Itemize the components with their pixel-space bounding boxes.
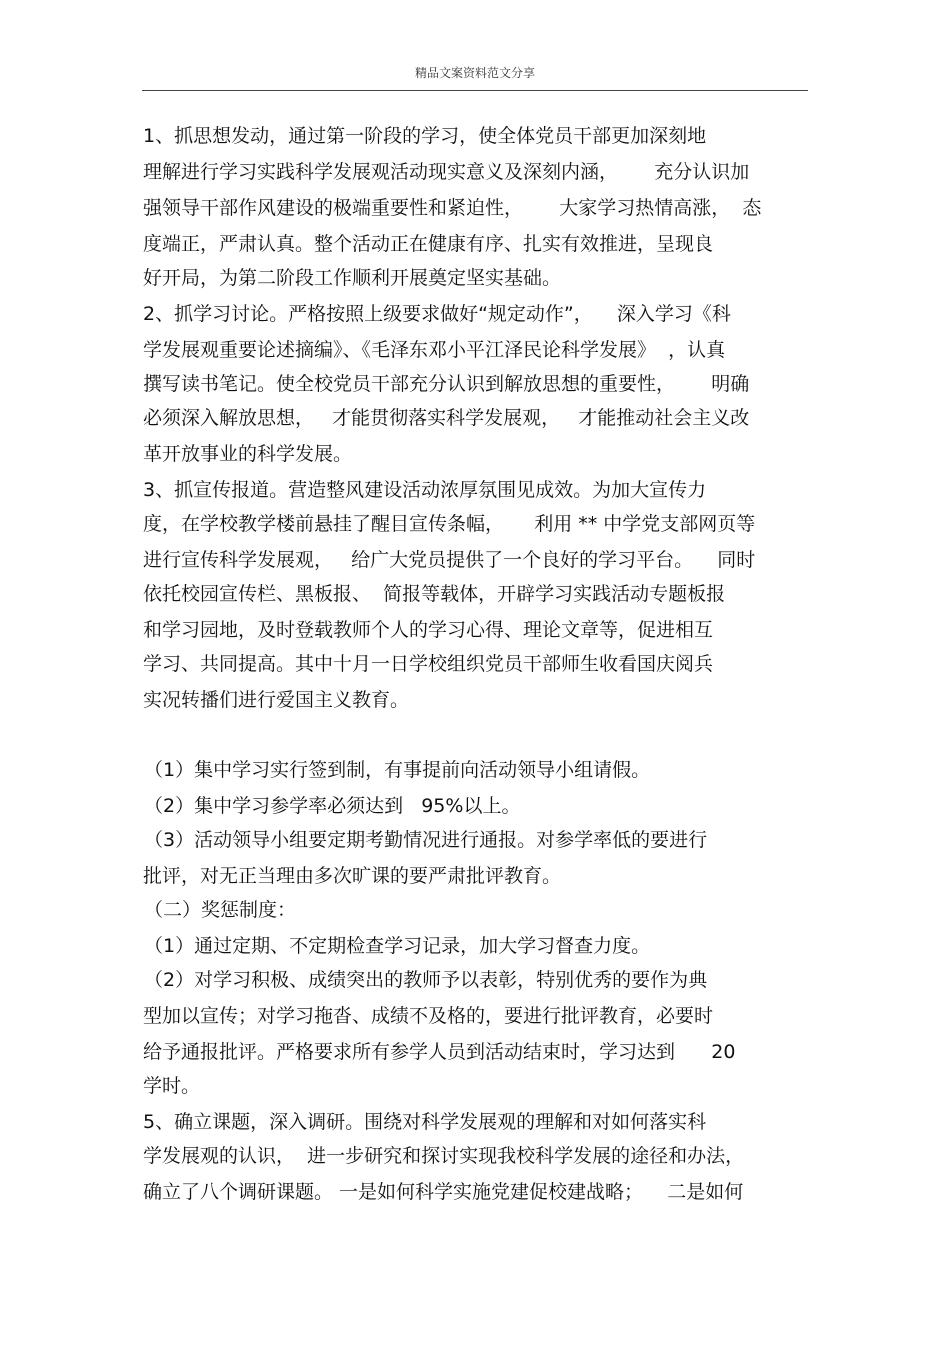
body-line: 依托校园宣传栏、黑板报、 简报等载体，开辟学习实践活动专题板报: [143, 583, 726, 605]
page-header: 精品文案资料范文分享: [414, 66, 535, 80]
body-line: 1、抓思想发动，通过第一阶段的学习，使全体党员干部更加深刻地: [143, 125, 707, 147]
body-line: （1）集中学习实行签到制，有事提前向活动领导小组请假。: [144, 759, 651, 781]
body-line: 学时。: [143, 1075, 201, 1097]
body-line: 实况转播们进行爱国主义教育。: [143, 689, 410, 711]
body-line: 撰写读书笔记。使全校党员干部充分认识到解放思想的重要性， 明确: [143, 373, 750, 395]
body-line: 3、抓宣传报道。营造整风建设活动浓厚氛围见成效。为加大宣传力: [143, 479, 707, 501]
body-line: 学发展观重要论述摘编》、《毛泽东邓小平江泽民论科学发展》 ，认真: [143, 339, 726, 361]
body-line: 5、确立课题，深入调研。围绕对科学发展观的理解和对如何落实科: [143, 1111, 707, 1133]
body-line: 批评，对无正当理由多次旷课的要严肃批评教育。: [143, 865, 562, 887]
body-line: 理解进行学习实践科学发展观活动现实意义及深刻内涵， 充分认识加: [143, 161, 750, 183]
body-line: 度，在学校教学楼前悬挂了醒目宣传条幅， 利用 ** 中学党支部网页等: [143, 513, 756, 535]
body-line: （2）对学习积极、成绩突出的教师予以表彰，特别优秀的要作为典: [144, 969, 708, 991]
body-line: 必须深入解放思想， 才能贯彻落实科学发展观， 才能推动社会主义改: [143, 407, 750, 429]
body-line: 度端正，严肃认真。整个活动正在健康有序、扎实有效推进，呈现良: [143, 233, 714, 255]
body-line: （二）奖惩制度：: [144, 899, 297, 921]
body-line: 学习、共同提高。其中十月一日学校组织党员干部师生收看国庆阅兵: [143, 653, 714, 675]
body-line: （2）集中学习参学率必须达到 95%以上。: [144, 795, 521, 817]
body-line: 强领导干部作风建设的极端重要性和紧迫性， 大家学习热情高涨， 态: [143, 197, 762, 219]
body-line: （1）通过定期、不定期检查学习记录，加大学习督查力度。: [144, 935, 651, 957]
body-line: 给予通报批评。严格要求所有参学人员到活动结束时，学习达到 20: [143, 1041, 736, 1063]
body-line: 学发展观的认识， 进一步研究和探讨实现我校科学发展的途径和办法，: [143, 1145, 745, 1167]
body-line: 革开放事业的科学发展。: [143, 443, 353, 465]
body-line: 型加以宣传；对学习拖沓、成绩不及格的，要进行批评教育，必要时: [143, 1005, 714, 1027]
body-line: 2、抓学习讨论。严格按照上级要求做好“规定动作”， 深入学习《科: [143, 303, 731, 325]
body-line: 和学习园地，及时登载教师个人的学习心得、理论文章等，促进相互: [143, 619, 714, 641]
body-line: 进行宣传科学发展观， 给广大党员提供了一个良好的学习平台。 同时: [143, 549, 756, 571]
body-line: 好开局，为第二阶段工作顺利开展奠定坚实基础。: [143, 267, 562, 289]
header-divider: [142, 90, 808, 91]
body-line: 确立了八个调研课题。 一是如何科学实施党建促校建战略； 二是如何: [143, 1181, 744, 1203]
body-line: （3）活动领导小组要定期考勤情况进行通报。对参学率低的要进行: [144, 829, 708, 851]
